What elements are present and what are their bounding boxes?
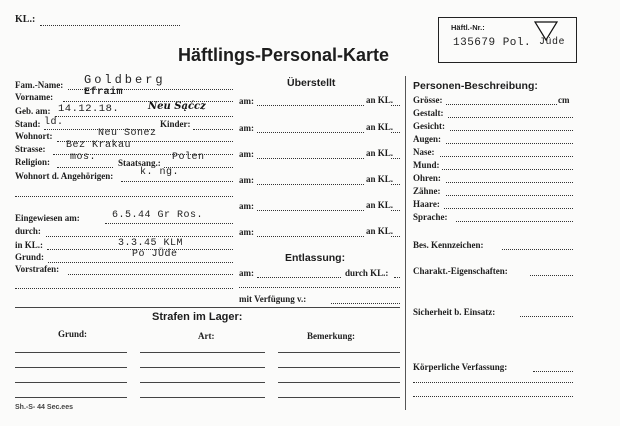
haftl-nr-label: Häftl.-Nr.:: [451, 23, 485, 32]
kennzeichen-line[interactable]: [502, 249, 573, 250]
durch-label: durch:: [15, 226, 41, 236]
ueberstellt-kl-line-4[interactable]: [391, 184, 400, 185]
wohnort-value: Neu Sonez: [98, 128, 157, 139]
ueberstellt-an-kl-label-1: an KL.: [366, 95, 394, 105]
in-kl-value: 3.3.45 KLM: [118, 238, 184, 249]
strafen-title: Strafen im Lager:: [152, 311, 243, 323]
ueberstellt-kl-line-2[interactable]: [391, 132, 400, 133]
ueberstellt-kl-line-5[interactable]: [391, 210, 400, 211]
geb-label: Geb. am:: [15, 106, 51, 116]
ueberstellt-an-kl-label-6: an KL.: [366, 226, 394, 236]
eingewiesen-value: 6.5.44 Gr Ros.: [112, 210, 204, 221]
ueberstellt-am-label-1: am:: [239, 96, 254, 106]
mund-line[interactable]: [442, 169, 573, 170]
entlassung-am-line[interactable]: [257, 277, 341, 278]
strafen-grund-line-3[interactable]: [15, 382, 127, 383]
strafen-bem-line-1[interactable]: [278, 352, 400, 353]
form-code: Sh.-S- 44 Sec.ees: [15, 404, 73, 411]
strafen-grund-line-1[interactable]: [15, 352, 127, 353]
verfassung-extra-line-1[interactable]: [413, 382, 573, 383]
ueberstellt-am-line-5[interactable]: [257, 210, 364, 211]
entlassung-title: Entlassung:: [285, 252, 346, 264]
verfuegung-label: mit Verfügung v.:: [239, 294, 307, 304]
ueberstellt-am-label-3: am:: [239, 149, 254, 159]
ueberstellt-an-kl-label-3: an KL.: [366, 148, 394, 158]
wohnort-label: Wohnort:: [15, 131, 53, 141]
haare-line[interactable]: [444, 208, 573, 209]
entlassung-durch-kl-line[interactable]: [394, 277, 400, 278]
beschreibung-title: Personen-Beschreibung:: [413, 80, 538, 92]
groesse-unit: cm: [558, 95, 570, 105]
strafen-art-line-4[interactable]: [140, 397, 265, 398]
kinder-label: Kinder:: [160, 119, 191, 129]
sprache-label: Sprache:: [413, 212, 448, 222]
kl-label: KL.:: [15, 14, 36, 25]
strafen-top-rule: [15, 307, 400, 308]
vorname-value: Efraim: [84, 87, 124, 98]
sicherheit-label: Sicherheit b. Einsatz:: [413, 307, 496, 317]
vorstrafen-extra-line[interactable]: [15, 288, 233, 289]
ueberstellt-title: Überstellt: [287, 77, 336, 89]
ueberstellt-am-line-2[interactable]: [257, 132, 364, 133]
angehoerige-label: Wohnort d. Angehörigen:: [15, 171, 114, 181]
ueberstellt-am-label-6: am:: [239, 227, 254, 237]
strafen-col-art: Art:: [198, 331, 215, 341]
strafen-bem-line-4[interactable]: [278, 397, 400, 398]
eingewiesen-label: Eingewiesen am:: [15, 213, 80, 223]
angehoerige-line[interactable]: [121, 181, 233, 182]
strasse-value: Bez Krakau: [66, 140, 132, 151]
ohren-line[interactable]: [446, 182, 573, 183]
ueberstellt-am-label-5: am:: [239, 201, 254, 211]
geb-place-value: Neu Sąćcz: [148, 101, 206, 112]
column-divider: [405, 76, 406, 410]
augen-label: Augen:: [413, 134, 442, 144]
sprache-line[interactable]: [456, 221, 573, 222]
ueberstellt-am-line-4[interactable]: [257, 184, 364, 185]
haftl-nr-value: 135679 Pol.: [453, 37, 532, 49]
nase-line[interactable]: [440, 156, 573, 157]
fam-name-label: Fam.-Name:: [15, 80, 64, 90]
entlassung-extra-line[interactable]: [239, 287, 400, 288]
staatsang-value: Polen: [172, 152, 205, 163]
ueberstellt-kl-line-6[interactable]: [391, 236, 400, 237]
page-title: Häftlings-Personal-Karte: [178, 45, 390, 65]
stand-label: Stand:: [15, 119, 41, 129]
kl-field-line[interactable]: [40, 25, 180, 26]
geb-value: 14.12.18.: [58, 103, 120, 115]
nase-label: Nase:: [413, 147, 435, 157]
ohren-label: Ohren:: [413, 173, 441, 183]
charakter-line[interactable]: [530, 275, 573, 276]
strafen-art-line-3[interactable]: [140, 382, 265, 383]
ueberstellt-am-label-4: am:: [239, 175, 254, 185]
strafen-art-line-1[interactable]: [140, 352, 265, 353]
gestalt-label: Gestalt:: [413, 108, 444, 118]
strasse-label: Strasse:: [15, 144, 46, 154]
sicherheit-line[interactable]: [520, 316, 573, 317]
grund-value: Po JÜde: [132, 249, 178, 260]
zaehne-label: Zähne:: [413, 186, 441, 196]
religion-value: mos.: [70, 152, 97, 163]
durch-line[interactable]: [46, 236, 233, 237]
geb-line[interactable]: [55, 116, 233, 117]
prisoner-number-box: [438, 17, 577, 63]
ueberstellt-am-line-3[interactable]: [257, 158, 364, 159]
ueberstellt-am-line-6[interactable]: [257, 236, 364, 237]
entlassung-am-label: am:: [239, 268, 254, 278]
ueberstellt-am-line-1[interactable]: [257, 105, 364, 106]
fam-name-value: Goldberg: [84, 73, 166, 87]
verfassung-label: Körperliche Verfassung:: [413, 362, 508, 372]
charakter-label: Charakt.-Eigenschaften:: [413, 266, 508, 276]
eingewiesen-line[interactable]: [105, 223, 233, 224]
strafen-grund-line-2[interactable]: [15, 367, 127, 368]
religion-label: Religion:: [15, 157, 50, 167]
staatsang-label: Staatsang.:: [118, 158, 161, 168]
mund-label: Mund:: [413, 160, 440, 170]
gesicht-line[interactable]: [450, 130, 573, 131]
grund-label: Grund:: [15, 252, 45, 262]
gesicht-label: Gesicht:: [413, 121, 445, 131]
haftl-nr-suffix: Jüde: [539, 37, 566, 48]
groesse-line[interactable]: [446, 104, 557, 105]
augen-line[interactable]: [446, 143, 573, 144]
ueberstellt-an-kl-label-2: an KL.: [366, 122, 394, 132]
strafen-col-grund: Grund:: [58, 329, 88, 339]
ueberstellt-kl-line-3[interactable]: [391, 158, 400, 159]
haare-label: Haare:: [413, 199, 440, 209]
vorname-label: Vorname:: [15, 92, 54, 102]
ueberstellt-am-label-2: am:: [239, 123, 254, 133]
angehoerige-extra-line[interactable]: [15, 196, 233, 197]
kennzeichen-label: Bes. Kennzeichen:: [413, 240, 484, 250]
strafen-bem-line-3[interactable]: [278, 382, 400, 383]
ueberstellt-kl-line-1[interactable]: [391, 105, 400, 106]
strafen-col-bemerkung: Bemerkung:: [307, 331, 355, 341]
in-kl-label: in KL.:: [15, 240, 44, 250]
strafen-grund-line-4[interactable]: [15, 397, 127, 398]
verfassung-line[interactable]: [533, 371, 573, 372]
grund-line[interactable]: [48, 262, 233, 263]
entlassung-durch-kl-label: durch KL.:: [345, 268, 389, 278]
religion-line[interactable]: [57, 167, 113, 168]
strafen-art-line-2[interactable]: [140, 367, 265, 368]
ueberstellt-an-kl-label-5: an KL.: [366, 200, 394, 210]
kinder-line[interactable]: [193, 129, 233, 130]
angehoerige-value: k. ng.: [140, 167, 180, 178]
ueberstellt-an-kl-label-4: an KL.: [366, 174, 394, 184]
strafen-bem-line-2[interactable]: [278, 367, 400, 368]
groesse-label: Grösse:: [413, 95, 443, 105]
verfuegung-line[interactable]: [331, 303, 400, 304]
vorstrafen-label: Vorstrafen:: [15, 264, 60, 274]
zaehne-line[interactable]: [446, 195, 573, 196]
stand-value: ld.: [44, 117, 64, 128]
vorstrafen-line[interactable]: [68, 274, 233, 275]
verfassung-extra-line-2[interactable]: [413, 396, 573, 397]
gestalt-line[interactable]: [448, 117, 573, 118]
